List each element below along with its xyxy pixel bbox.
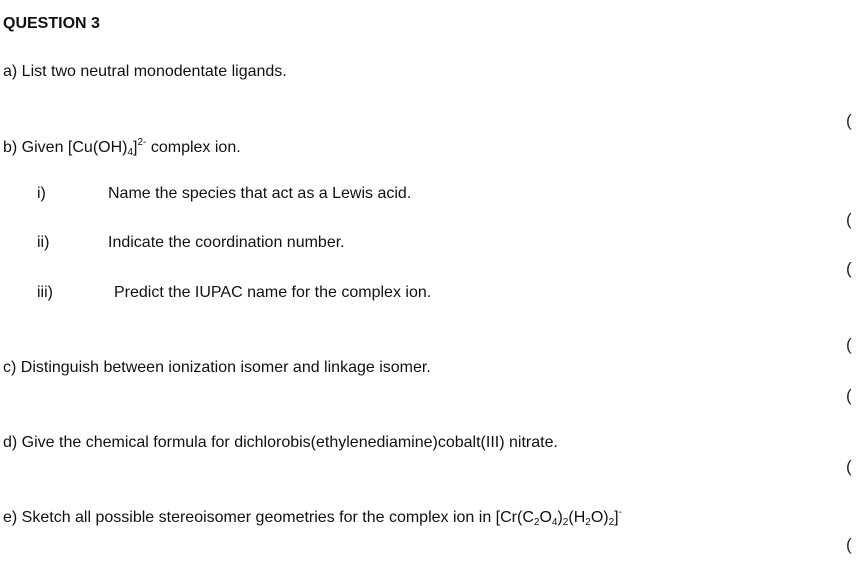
marks-paren: ( [846, 535, 852, 554]
item-number: ii) [37, 234, 50, 251]
formula-part: O [539, 509, 552, 526]
marks-paren: ( [846, 111, 852, 130]
formula-part: ) [557, 509, 563, 526]
subscript: 4 [551, 517, 558, 528]
subscript: 2 [562, 517, 569, 528]
subscript: 2 [585, 517, 591, 528]
formula-part: O) [590, 509, 609, 526]
marks-paren: ( [846, 259, 852, 278]
formula-part: ] [614, 509, 619, 526]
question-e [3, 508, 622, 528]
superscript: - [618, 507, 622, 518]
question-a: a) List two neutral monodentate ligands. [3, 63, 287, 80]
question-b-suffix: complex ion. [146, 139, 241, 156]
question-b-sub: 4 [127, 147, 134, 158]
item-text: Name the species that act as a Lewis acid. [108, 185, 412, 202]
subscript: 2 [533, 517, 540, 528]
marks-paren: ( [846, 210, 852, 229]
question-e-prefix: e) Sketch all possible stereoisomer geometries for the complex ion in [Cr(C [3, 509, 534, 526]
formula-part: (H [568, 509, 586, 526]
marks-paren: ( [846, 335, 852, 354]
question-title: QUESTION 3 [3, 15, 100, 32]
marks-paren: ( [846, 386, 852, 405]
question-d: d) Give the chemical formula for dichlorobis(ethylenediamine)cobalt(III) nitrate. [3, 434, 558, 451]
item-text: Indicate the coordination number. [108, 234, 345, 251]
item-text: Predict the IUPAC name for the complex ion. [114, 284, 432, 301]
item-number: i) [37, 185, 46, 202]
question-c: c) Distinguish between ionization isomer and linkage isomer. [3, 359, 431, 376]
marks-paren: ( [846, 457, 852, 476]
question-b-prefix: b) Given [Cu(OH) [3, 139, 128, 156]
question-b-sup: 2- [137, 137, 147, 148]
subscript: 2 [608, 517, 615, 528]
question-b-mid: ] [133, 139, 138, 156]
question-b [3, 138, 241, 158]
item-number: iii) [37, 284, 53, 301]
